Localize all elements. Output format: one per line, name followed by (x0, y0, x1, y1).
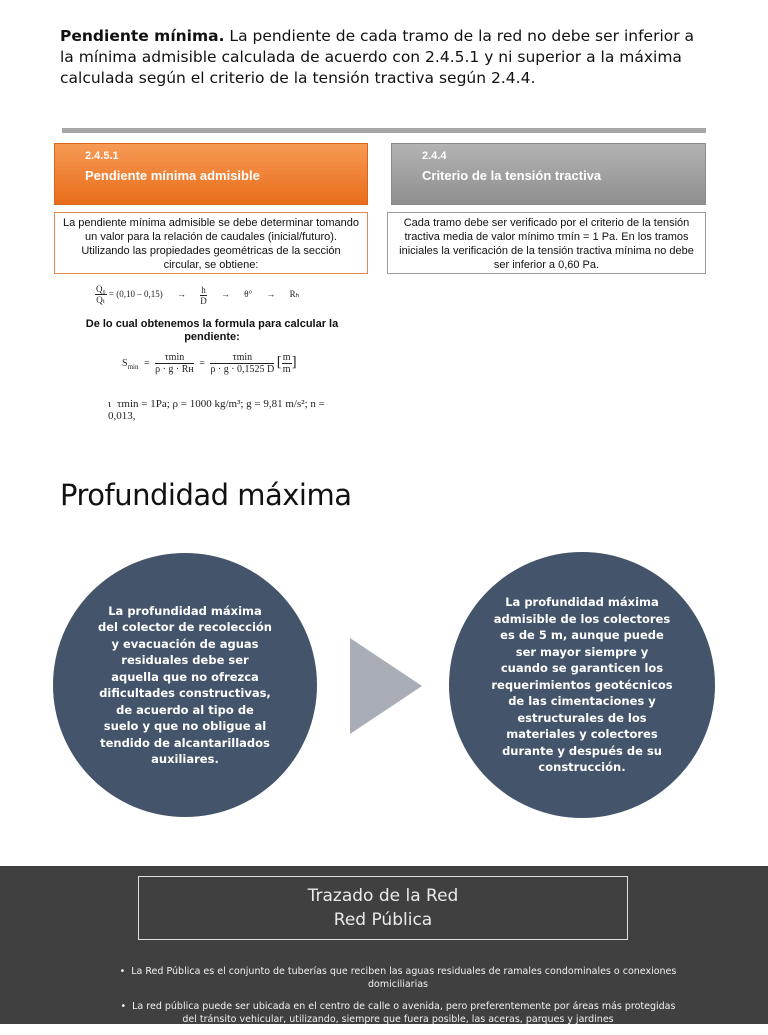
equals-1: = (143, 357, 150, 369)
arrow-3: → (266, 289, 276, 300)
slope-letter: S (122, 357, 128, 369)
slide-bullet-item (118, 965, 678, 991)
slide-bullet-text: La Red Pública es el conjunto de tuberías que reciben las aguas residuales de ramales condominales o conexiones domiciliarias (131, 966, 677, 990)
right-card-number: 2.4.4 (422, 150, 447, 162)
slide-bullet-text: La red pública puede ser ubicada en el centro de calle o avenida, pero preferentemente por áreas más protegidas del tránsito vehicular, utilizando, siempre que fuera posible, las aceras, parques y jardines (132, 1001, 676, 1025)
slope-subscript: min (127, 362, 139, 371)
slope-fraction-1-num: τmin (155, 352, 194, 364)
slope-fraction-2-num: τmin (210, 352, 274, 364)
slide-title-box (138, 876, 628, 940)
flow-ratio-range: = (0,10 – 0,15) (108, 289, 163, 300)
flow-ratio-numerator: Q₀ (96, 284, 106, 294)
theta-symbol: θ° (244, 289, 253, 300)
bullet-icon: • (120, 1001, 127, 1012)
circle-left-text: La profundidad máxima del colector de recolección y evacuación de aguas residuales debe ser aquella que no ofrezca dificultades constructivas, de acuerdo al tipo de suelo y que no obligue al tendido de alcantarillados auxiliares. (98, 603, 272, 766)
section-title: Profundidad máxima (60, 478, 352, 512)
arrow-1: → (176, 289, 186, 300)
left-card-header (54, 143, 368, 205)
arrow-2: → (220, 289, 230, 300)
right-card-body: Cada tramo debe ser verificado por el criterio de la tensión tractiva media de valor mínimo τmín = 1 Pa. En los tramos iniciales la verificación de la tensión tractiva mínima no debe ser inferior a 0,60 Pa. (387, 212, 706, 274)
constants-bullet: ι (108, 398, 111, 410)
intro-text: La pendiente de cada tramo de la red no debe ser inferior a la mínima admisible calculada de acuerdo con 2.4.5.1 y ni superior a la máxima calculada según el criterio de la tensión tractiva según 2.4.4. (60, 27, 695, 87)
bullet-icon: • (119, 966, 126, 977)
flow-ratio-denominator: Qₜ (96, 295, 106, 305)
slide-title-line1: Trazado de la Red (307, 886, 459, 906)
left-card-number: 2.4.5.1 (85, 150, 119, 162)
left-card-title: Pendiente mínima admisible (85, 168, 260, 183)
slope-fraction-1-den: ρ · g · Rʜ (155, 364, 194, 375)
slope-fraction-1 (155, 352, 194, 375)
h-over-d-fraction (200, 285, 207, 306)
slope-unit (282, 352, 292, 375)
slope-symbol (122, 358, 138, 369)
circle-right-text: La profundidad máxima admisible de los colectores es de 5 m, aunque puede ser mayor siempre y cuando se garanticen los requerimientos geotécnicos de las cimentaciones y estructurales de los materiales y colectores durante y después de su construcción. (491, 595, 673, 775)
constants-text: τmin = 1Pa; ρ = 1000 kg/m³; g = 9,81 m/s²; n = 0,013, (108, 398, 325, 422)
h-over-d-denominator: D (200, 295, 207, 306)
h-over-d-numerator: h (201, 284, 206, 295)
slope-unit-num: m (282, 352, 291, 363)
slope-fraction-2-den: ρ · g · 0,1525 D (210, 364, 275, 375)
slope-fraction-2 (210, 352, 274, 375)
right-card-header (391, 143, 706, 205)
circle-left (53, 553, 317, 817)
constants-formula (108, 398, 348, 424)
triangle-right-icon (350, 638, 422, 734)
slide-title-line2: Red Pública (333, 910, 433, 930)
flow-ratio-fraction (95, 284, 107, 306)
slide-bullet-item (118, 1000, 678, 1026)
circle-right (449, 552, 715, 818)
right-card-title: Criterio de la tensión tractiva (422, 168, 602, 183)
formula-caption: De lo cual obtenemos la formula para calcular la pendiente: (85, 318, 339, 343)
intro-bold-label: Pendiente mínima. (60, 27, 225, 45)
slide-bullets (118, 965, 678, 1035)
divider (62, 128, 706, 133)
slope-formula: $S_{min}$ = $\frac{\tau\min}{\text{ρ · g · Rʜ}}$ = $\frac{\tau\min}{\rho \cdot g \cdot 0,1525 D}$ [ $\frac{m}{m}$ ] (122, 352, 297, 375)
equals-2: = (199, 357, 205, 369)
intro-paragraph (60, 26, 700, 89)
slope-unit-den: m (282, 364, 291, 375)
flow-ratio-formula (95, 284, 345, 310)
hydraulic-radius-symbol: Rₕ (289, 289, 300, 300)
left-card-body: La pendiente mínima admisible se debe determinar tomando un valor para la relación de caudales (inicial/futuro). Utilizando las propiedades geométricas de la sección circular, se obtiene: (54, 212, 368, 274)
